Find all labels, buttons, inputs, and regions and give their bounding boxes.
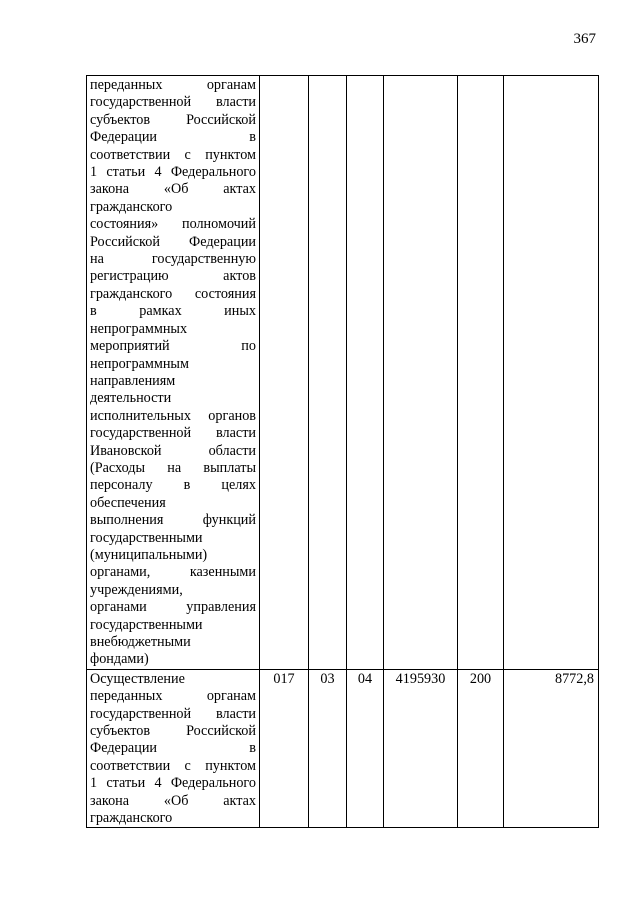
description-line: направлениям <box>90 372 176 389</box>
expense-type-cell: 200 <box>458 669 504 828</box>
description-line: гражданского <box>90 810 173 827</box>
page-number: 367 <box>573 31 596 47</box>
ministry-code-cell <box>260 76 309 670</box>
description-line: обеспечения <box>90 494 166 511</box>
target-article-cell <box>384 76 458 670</box>
description-line: государственными <box>90 529 203 546</box>
description-line: 1 статьи 4 Федерального <box>90 164 256 181</box>
description-line: выполнения функций <box>90 512 256 529</box>
description-line: фондами) <box>90 651 149 668</box>
description-line: непрограммным <box>90 355 189 372</box>
description-line: органами управления <box>90 599 256 616</box>
description-line: закона «Об актах <box>90 181 256 198</box>
description-line: персоналу в целях <box>90 477 256 494</box>
description-line: Российской Федерации <box>90 233 256 250</box>
expense-description <box>87 76 260 670</box>
expense-description <box>87 669 260 828</box>
amount-cell: 8772,8 <box>504 669 599 828</box>
description-line: Федерации в <box>90 740 256 757</box>
section-code-cell <box>309 76 347 670</box>
description-line: (муниципальными) <box>90 546 208 563</box>
description-line: Ивановской области <box>90 442 256 459</box>
description-line: субъектов Российской <box>90 723 256 740</box>
description-line: органами, казенными <box>90 564 256 581</box>
description-line: Осуществление <box>90 670 185 687</box>
description-line: Федерации в <box>90 129 256 146</box>
expense-type-cell <box>458 76 504 670</box>
subsection-code-cell <box>347 76 384 670</box>
description-line: переданных органам <box>90 688 256 705</box>
description-line: регистрацию актов <box>90 268 256 285</box>
description-line: исполнительных органов <box>90 407 256 424</box>
description-line: соответствии с пунктом <box>90 757 256 774</box>
budget-table <box>86 75 599 828</box>
description-line: субъектов Российской <box>90 111 256 128</box>
description-line: в рамках иных <box>90 303 256 320</box>
subsection-code-cell: 04 <box>347 669 384 828</box>
description-line: государственной власти <box>90 705 256 722</box>
section-code-cell: 03 <box>309 669 347 828</box>
table-row <box>87 76 599 670</box>
ministry-code-cell: 017 <box>260 669 309 828</box>
description-line: государственной власти <box>90 94 256 111</box>
description-line: деятельности <box>90 390 172 407</box>
description-line: закона «Об актах <box>90 792 256 809</box>
description-line: государственной власти <box>90 425 256 442</box>
table-row <box>87 669 599 828</box>
amount-cell <box>504 76 599 670</box>
description-line: непрограммных <box>90 320 188 337</box>
description-line: внебюджетными <box>90 634 191 650</box>
description-line: гражданского состояния <box>90 285 256 302</box>
description-line: учреждениями, <box>90 581 183 598</box>
description-line: гражданского <box>90 198 173 215</box>
target-article-cell: 4195930 <box>384 669 458 828</box>
description-line: государственными <box>90 616 203 633</box>
description-line: переданных органам <box>90 77 256 93</box>
description-line: мероприятий по <box>90 338 256 355</box>
description-line: 1 статьи 4 Федерального <box>90 775 256 792</box>
description-line: на государственную <box>90 251 256 268</box>
description-line: (Расходы на выплаты <box>90 459 256 476</box>
description-line: соответствии с пунктом <box>90 146 256 163</box>
description-line: состояния» полномочий <box>90 216 256 233</box>
